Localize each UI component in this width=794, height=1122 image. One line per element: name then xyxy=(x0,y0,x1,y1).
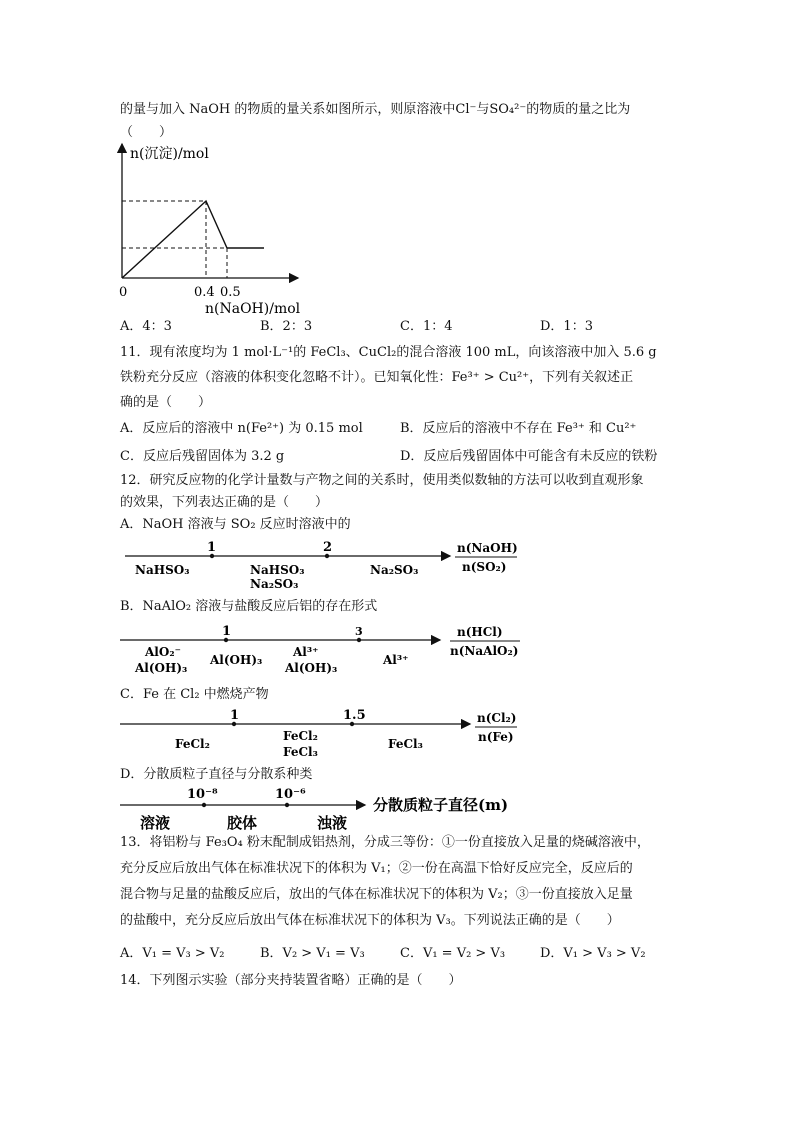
q12-option-c[interactable]: C．Fe 在 Cl₂ 中燃烧产物 xyxy=(120,687,269,702)
x-tick-0.5: 0.5 xyxy=(220,285,241,300)
q14-stem: 14．下列图示实验（部分夹持装置省略）正确的是（ ） xyxy=(120,973,462,988)
region-label: Al³⁺ xyxy=(383,653,409,667)
q13-stem-line4: 的盐酸中，充分反应后放出气体在标准状况下的体积为 V₃。下列说法正确的是（ ） xyxy=(120,913,620,928)
q12-stem-line1: 12．研究反应物的化学计量数与产物之间的关系时，使用类似数轴的方法可以收到直观形象 xyxy=(120,473,644,488)
ratio-denominator: n(SO₂) xyxy=(462,560,507,574)
axis-label: 分散质粒子直径(m) xyxy=(373,796,509,814)
ratio-denominator: n(Fe) xyxy=(478,730,514,744)
precipitate-graph xyxy=(110,140,320,318)
q10-option-d[interactable]: D．1：3 xyxy=(540,319,593,334)
ratio-denominator: n(NaAlO₂) xyxy=(450,644,519,658)
region-label: NaHSO₃ xyxy=(135,563,190,577)
q11-option-c[interactable]: C．反应后残留固体为 3.2 g xyxy=(120,449,285,464)
tick-label: 10⁻⁶ xyxy=(275,787,306,802)
tick-point xyxy=(202,803,206,807)
ratio-numerator: n(HCl) xyxy=(457,625,503,639)
region-label: Al(OH)₃ xyxy=(210,653,263,667)
q11-option-d[interactable]: D．反应后残留固体中可能含有未反应的铁粉 xyxy=(400,449,658,464)
q13-option-a[interactable]: A．V₁ = V₃ > V₂ xyxy=(120,946,225,961)
tick-label: 3 xyxy=(355,625,363,638)
q13-stem-line3: 混合物与足量的盐酸反应后，放出的气体在标准状况下的体积为 V₂；③一份直接放入足量 xyxy=(120,887,633,902)
region-label: 浊液 xyxy=(317,814,348,832)
region-label: AlO₂⁻ xyxy=(145,645,181,659)
region-label: FeCl₂ xyxy=(283,729,318,743)
naoh-so2-number-line xyxy=(115,536,535,592)
q11-stem-line3: 确的是（ ） xyxy=(120,395,212,410)
q12-option-d[interactable]: D．分散质粒子直径与分散系种类 xyxy=(120,767,313,782)
region-label: FeCl₃ xyxy=(283,745,318,759)
q10-option-b[interactable]: B．2：3 xyxy=(260,319,313,334)
region-label: 胶体 xyxy=(227,814,258,832)
fe-cl2-number-line xyxy=(115,706,535,764)
q11-stem-line2: 铁粉充分反应（溶液的体积变化忽略不计）。已知氧化性：Fe³⁺ > Cu²⁺，下列有关叙述正 xyxy=(120,370,634,385)
tick-label: 1 xyxy=(230,708,240,723)
region-label: Na₂SO₃ xyxy=(250,577,299,591)
region-label: FeCl₃ xyxy=(388,737,423,751)
q11-option-b[interactable]: B．反应后的溶液中不存在 Fe³⁺ 和 Cu²⁺ xyxy=(400,421,637,436)
x-tick-0.4: 0.4 xyxy=(194,285,215,300)
y-axis-label: n(沉淀)/mol xyxy=(130,146,209,162)
q13-option-c[interactable]: C．V₁ = V₂ > V₃ xyxy=(400,946,506,961)
region-label: Al(OH)₃ xyxy=(285,661,338,675)
q13-option-d[interactable]: D．V₁ > V₃ > V₂ xyxy=(540,946,646,961)
tick-point xyxy=(357,638,361,642)
region-label: FeCl₂ xyxy=(175,737,210,751)
region-label: Al(OH)₃ xyxy=(135,661,188,675)
region-label: Al³⁺ xyxy=(293,645,319,659)
q11-stem-line1: 11．现有浓度均为 1 mol·L⁻¹的 FeCl₃、CuCl₂的混合溶液 100 mL，向该溶液中加入 5.6 g xyxy=(120,345,657,360)
ratio-numerator: n(NaOH) xyxy=(457,541,518,555)
q12-option-a[interactable]: A．NaOH 溶液与 SO₂ 反应时溶液中的 xyxy=(120,517,351,532)
tick-label: 1 xyxy=(222,624,232,639)
tick-point xyxy=(285,803,289,807)
tick-label: 1.5 xyxy=(343,708,366,723)
region-label: NaHSO₃ xyxy=(250,563,305,577)
precipitate-curve xyxy=(122,201,264,278)
ratio-numerator: n(Cl₂) xyxy=(477,711,517,725)
x-axis-label: n(NaOH)/mol xyxy=(205,301,301,317)
q12-option-b[interactable]: B．NaAlO₂ 溶液与盐酸反应后铝的存在形式 xyxy=(120,599,378,614)
q10-option-a[interactable]: A．4：3 xyxy=(120,319,172,334)
region-label: Na₂SO₃ xyxy=(370,563,419,577)
q11-option-a[interactable]: A．反应后的溶液中 n(Fe²⁺) 为 0.15 mol xyxy=(120,421,363,436)
naalo2-hcl-number-line xyxy=(115,620,535,680)
q12-stem-line2: 的效果，下列表达正确的是（ ） xyxy=(120,495,329,510)
q13-stem-line2: 充分反应后放出气体在标准状况下的体积为 V₁；②一份在高温下恰好反应完全，反应后的 xyxy=(120,861,633,876)
dispersion-number-line xyxy=(115,782,535,834)
tick-label: 2 xyxy=(323,540,333,555)
q13-option-b[interactable]: B．V₂ > V₁ = V₃ xyxy=(260,946,365,961)
tick-label: 1 xyxy=(207,540,217,555)
q10-option-c[interactable]: C．1：4 xyxy=(400,319,453,334)
origin-label: 0 xyxy=(119,285,128,300)
answer-parentheses: （ ） xyxy=(120,125,173,140)
q13-stem-line1: 13．将铝粉与 Fe₃O₄ 粉末配制成铝热剂，分成三等份：①一份直接放入足量的烧碱溶液中， xyxy=(120,835,650,850)
region-label: 溶液 xyxy=(140,814,171,832)
tick-label: 10⁻⁸ xyxy=(187,787,218,802)
question-10-stem: 的量与加入 NaOH 的物质的量关系如图所示，则原溶液中Cl⁻与SO₄²⁻的物质的量之比为 xyxy=(120,102,631,117)
